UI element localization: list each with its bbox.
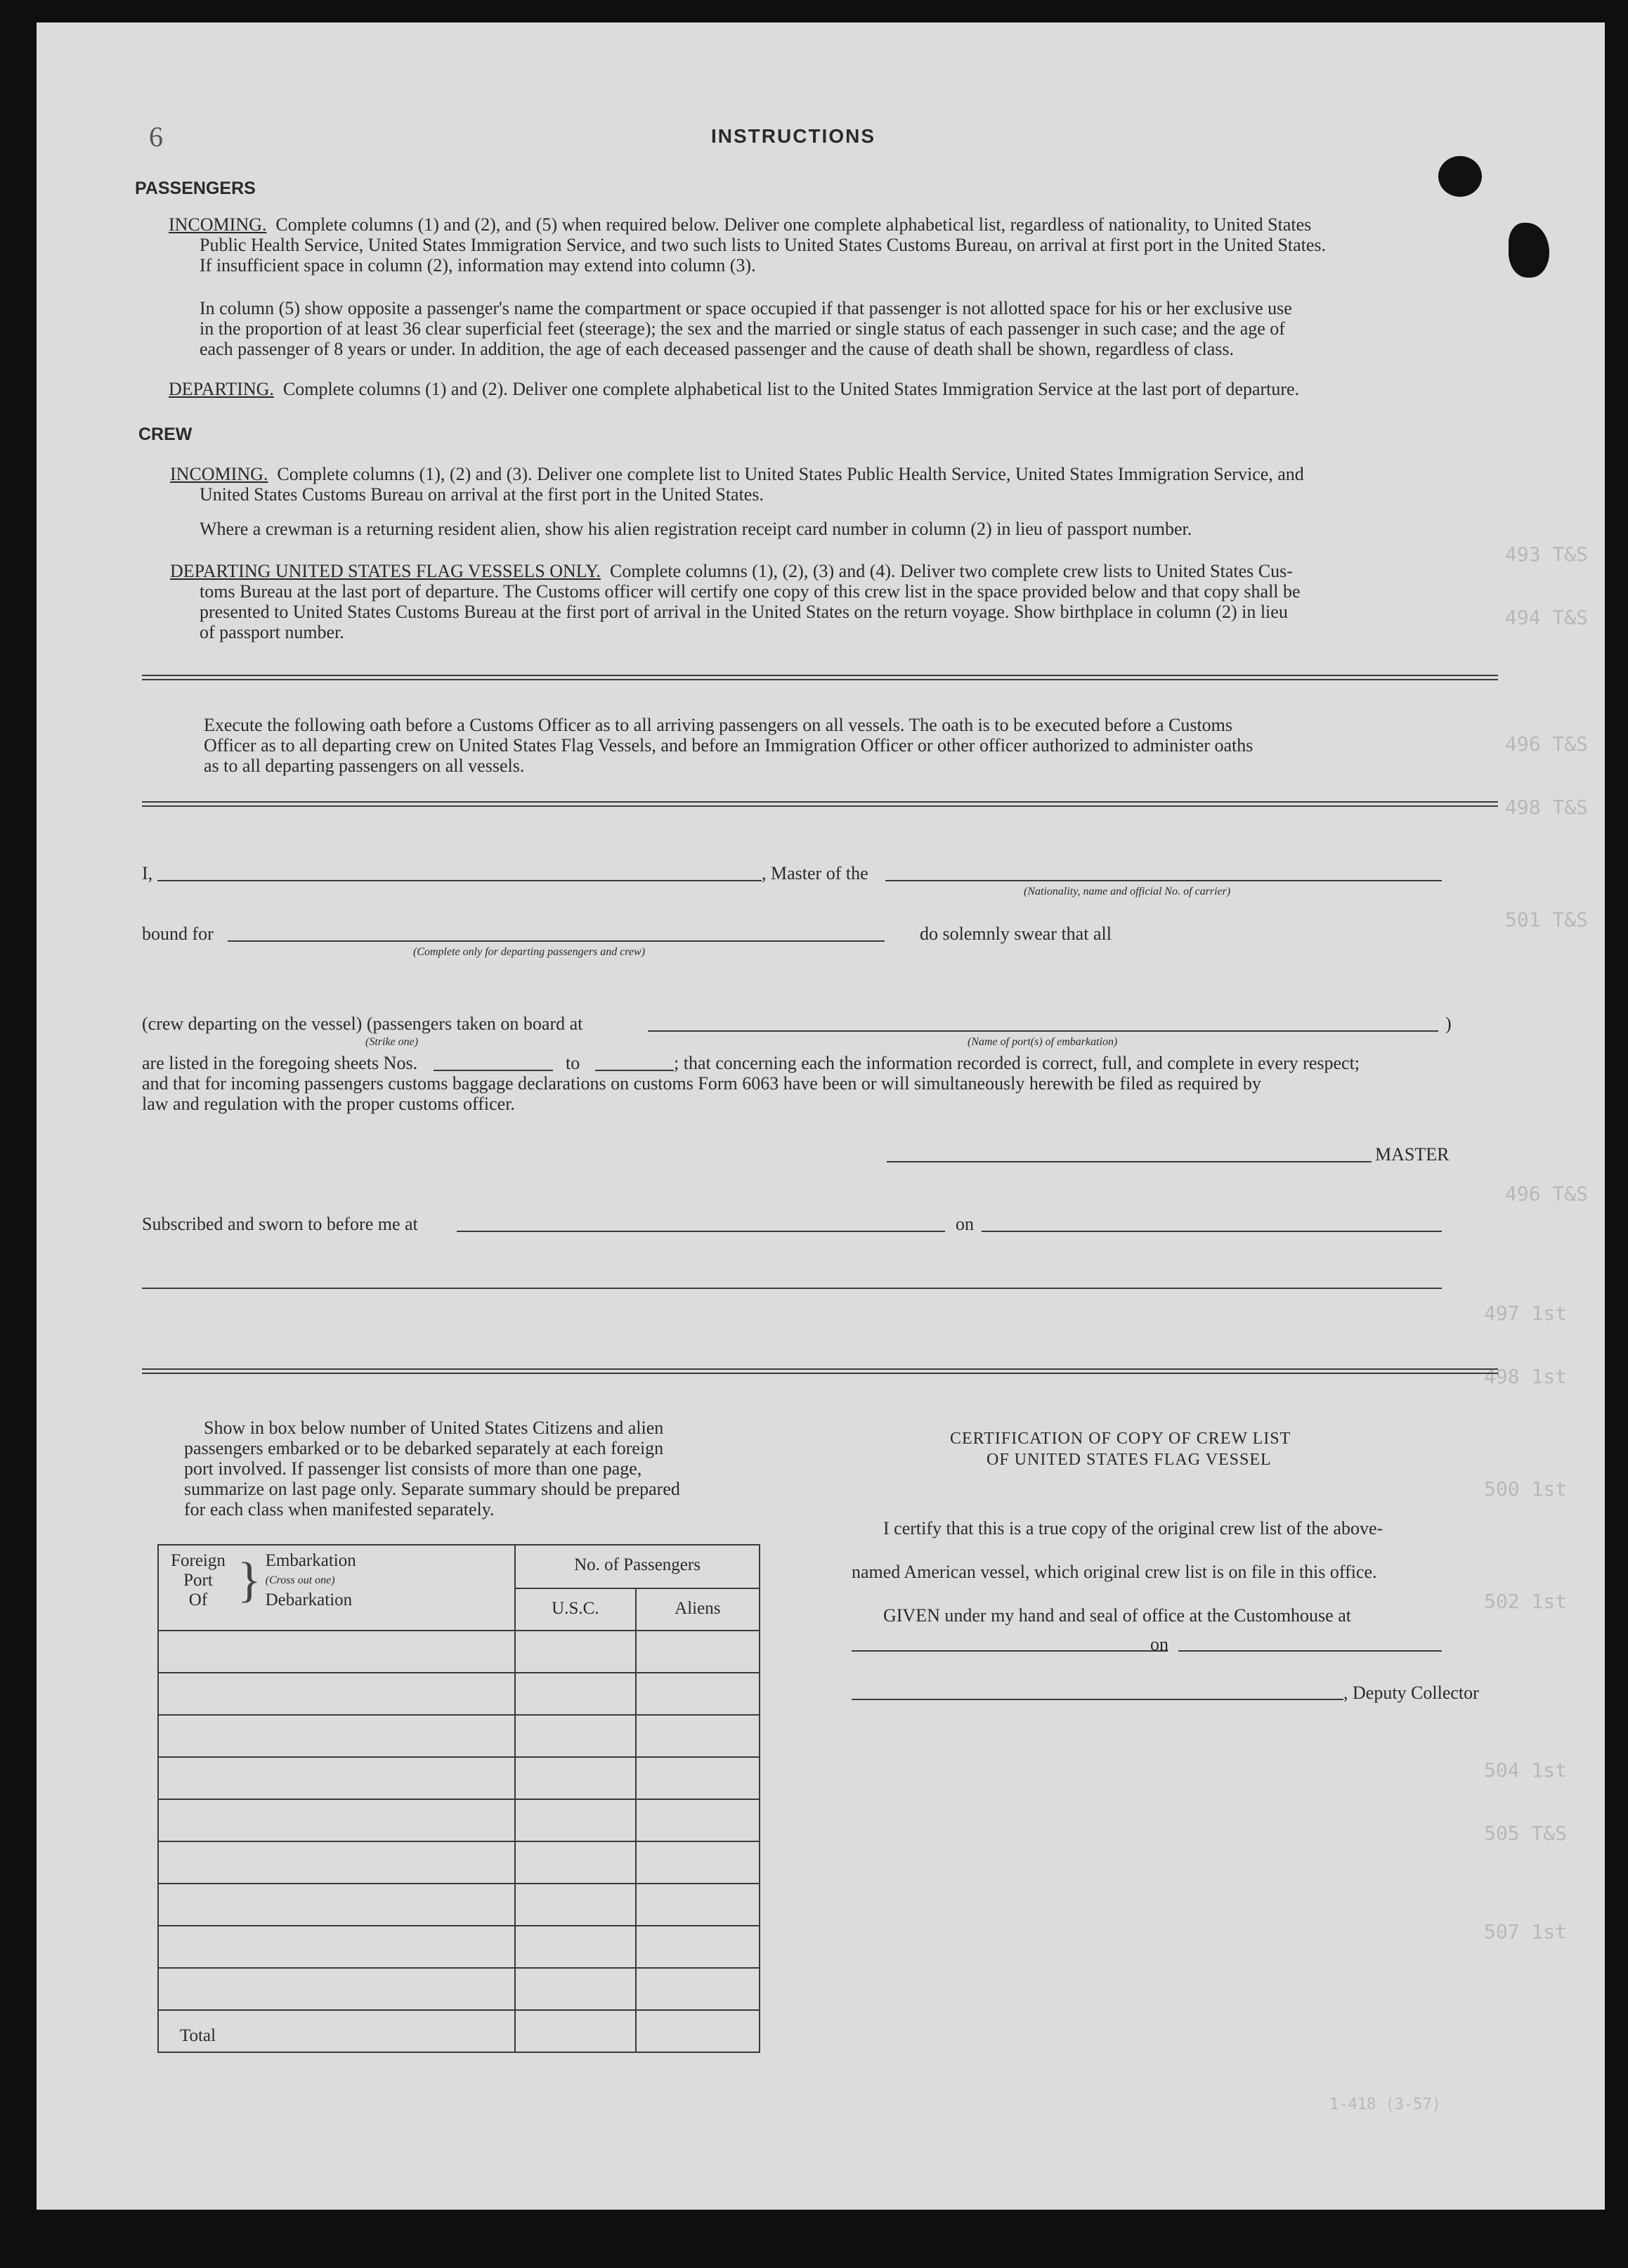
passengers-incoming-label: INCOMING. [169,214,267,235]
port-label: Port [183,1571,213,1590]
crew-departing-text: (crew departing on the vessel) (passengers taken on board at [142,1013,583,1034]
master-name-field[interactable] [157,880,762,881]
ports-note: (Name of port(s) of embarkation) [968,1036,1118,1048]
deputy-signature-field[interactable] [852,1699,1343,1700]
passengers-incoming-line: If insufficient space in column (2), information may extend into column (3). [200,255,756,276]
subscribed-on-label: on [956,1214,974,1234]
listed-text: are listed in the foregoing sheets Nos. [142,1053,418,1073]
summary-usc-cell[interactable] [515,1926,636,1968]
sheet-from-field[interactable] [434,1070,553,1071]
bound-for-note: (Complete only for departing passengers and crew) [413,946,646,958]
column5-line: In column (5) show opposite a passenger's name the compartment or space occupied if that passenger is not allotted space for his or her exclusive use [200,298,1292,318]
baggage-line: and that for incoming passengers customs baggage declarations on customs Form 6063 have been or will simultaneously herewith be filed as required by [142,1073,1261,1094]
summary-usc-cell[interactable] [515,1968,636,2010]
aliens-header: Aliens [636,1588,760,1631]
summary-usc-cell[interactable] [515,1631,636,1673]
summary-usc-cell[interactable] [515,1757,636,1799]
total-aliens-cell[interactable] [636,2010,760,2052]
passengers-departing-label: DEPARTING. [169,379,274,399]
summary-usc-cell[interactable] [515,1884,636,1926]
oath-intro-line: Officer as to all departing crew on United States Flag Vessels, and before an Immigration Officer or other officer authorized to administer oaths [204,735,1253,756]
master-label: MASTER [1375,1144,1450,1165]
divider [142,1368,1498,1374]
master-of-label: , Master of the [762,863,868,883]
crew-flag-row [170,561,1293,582]
cross-out-note: (Cross out one) [265,1574,335,1586]
customhouse-field[interactable] [852,1650,1168,1652]
passengers-departing-text: Complete columns (1) and (2). Deliver one complete alphabetical list to the United States Immigration Service at the last port of departure. [282,379,1300,399]
summary-aliens-cell[interactable] [636,1799,760,1841]
certification-line: I certify that this is a true copy of the original crew list of the above- [883,1518,1383,1538]
total-usc-cell[interactable] [515,2010,636,2052]
passengers-heading: PASSENGERS [135,179,256,198]
summary-aliens-cell[interactable] [636,1841,760,1884]
summary-port-cell[interactable] [158,1968,515,2010]
crew-incoming-row [170,464,1304,485]
summary-aliens-cell[interactable] [636,1884,760,1926]
crew-resident-text: Where a crewman is a returning resident alien, show his alien registration receipt card number in column (2) in lieu of passport number. [200,519,1192,539]
debarkation-label: Debarkation [265,1590,353,1609]
oath-intro-line: as to all departing passengers on all vessels. [204,756,525,776]
crew-incoming-text: Complete columns (1), (2) and (3). Deliver one complete list to United States Public Health Service, United States Immigration Service, and [277,464,1304,484]
strike-note: (Strike one) [365,1036,419,1048]
document-page: 493 T&S 494 T&S 496 T&S 498 T&S 501 T&S 496 T&S 497 1st 498 1st 500 1st 502 1st 504 1st 505 T&S 507 1st 1-418 (3-57) 6 INSTRUCTIONS PASSENGERS INCOMING. Complete columns (1) and (2), and (5) when required below. Deliver one complete alphabetical list, regardless of nationality, to United States Public Health Service, United States Immigration Service, and two such lists to United States Customs Bureau, on arrival at first port in the United States. If insufficient space in column (2), information may extend into column (3). In column (5) show opposite a passenger's name the compartment or space occupied if that passenger is not allotted space for his or her exclusive use in the proportion of at least 36 clear superficial feet (steerage); the sex and the married or single status of each passenger in such case; and the age of each passenger of 8 years or under. In addition, the age of each deceased passenger and the cause of death shall be shown, regardless of class. DEPARTING. Complete columns (1) and (2). Deliver one complete alphabetical list to the United States Immigration Service at the last port of departure. CREW INCOMING. Complete columns (1), (2) and (3). Deliver one complete list to United States Public Health Service, United States Immigration Service, and United States Customs Bureau on arrival at the first port in the United States. Where a crewman is a returning resident alien, show his alien registration receipt card number in column (2) in lieu of passport number. DEPARTING UNITED STATES FLAG VESSELS ONLY. Complete columns (1), (2), (3) and (4). Deliver two complete crew lists to United States Cus- toms Bureau at the last port of departure. The Customs officer will certify one copy of this crew list in the space provided below and that copy shall be presented to United States Customs Bureau at the first port of arrival in the United States on the return voyage. Show birthplace in column (2) in lieu of passport number. Execute the following oath before a Customs Officer as to all arriving passengers on all vessels. The oath is to be executed before a Customs Officer as to all departing crew on United States Flag Vessels, and before an Immigration Officer or other officer authorized to administer oaths as to all departing passengers on all vessels. I, , Master of the (Nationality, name and official No. of carrier) bound for (Complete only for departing passengers and crew) do solemnly swear that all (crew departing on the vessel) (passengers taken on board at (Strike one) (Name of port(s) of embarkation) ) are listed in the foregoing sheets Nos. to ; that concerning each the information recorded is correct, full, and complete in every respect; and that for incoming passengers customs baggage declarations on customs Form 6063 have been or will simultaneously herewith be filed as required by law and regulation with the proper customs officer. MASTER Subscribed and sworn to before me at on Show in box below number of United States Citizens and alien passengers embarked or to be debarked separately at each foreign port involved. If passenger list consists of more than one page, summarize on last page only. Separate summary should be prepared for each class when manifested separately. Foreign Port Of } Embarkation (Cross out one) Debarkation No. of Passengers U.S.C. Aliens Total CERTIFICATION OF COPY OF CREW LIST OF UNITED STATES FLAG VESSEL I certify that this is a true copy of the original crew list of the above- named American vessel, which original crew list is on file in this office. GIVEN under my hand and seal of office at the Customhouse at on , Deputy Collector [37,22,1605,2210]
summary-aliens-cell[interactable] [636,1968,760,2010]
subscribed-date-field[interactable] [982,1231,1442,1232]
certification-line: named American vessel, which original crew list is on file in this office. [852,1562,1377,1582]
summary-port-cell[interactable] [158,1926,515,1968]
sheet-to-field[interactable] [595,1070,674,1071]
summary-usc-cell[interactable] [515,1715,636,1757]
summary-usc-cell[interactable] [515,1673,636,1715]
summary-line: port involved. If passenger list consists of more than one page, [184,1458,642,1479]
crew-heading: CREW [138,425,193,444]
bound-for-label: bound for [142,924,214,944]
port-header-cell [158,1545,515,1631]
column5-line: each passenger of 8 years or under. In addition, the age of each deceased passenger and the cause of death shall be shown, regardless of class. [200,339,1235,359]
crew-flag-label: DEPARTING UNITED STATES FLAG VESSELS ONLY. [170,561,601,581]
summary-line: Show in box below number of United States Citizens and alien [204,1418,664,1438]
listed-to-label: to [566,1053,580,1073]
summary-port-cell[interactable] [158,1884,515,1926]
foreign-label: Foreign [171,1551,226,1570]
of-label: Of [188,1590,208,1609]
deputy-collector-label: , Deputy Collector [1343,1683,1479,1703]
crew-flag-line: presented to United States Customs Bureau at the first port of arrival in the United States on the return voyage. Show birthplace in column (2) in lieu [200,602,1288,622]
certification-title: CERTIFICATION OF COPY OF CREW LIST [950,1430,1291,1448]
no-passengers-header: No. of Passengers [515,1545,760,1588]
certification-line: GIVEN under my hand and seal of office at the Customhouse at [883,1605,1351,1626]
page-title: INSTRUCTIONS [711,125,875,147]
summary-usc-cell[interactable] [515,1841,636,1884]
passengers-incoming-row [169,214,1311,235]
oath-i-label: I, [142,863,153,883]
certification-subtitle: OF UNITED STATES FLAG VESSEL [986,1451,1272,1469]
law-line: law and regulation with the proper customs officer. [142,1094,515,1114]
ports-field[interactable] [648,1030,1438,1032]
certification-date-field[interactable] [1178,1650,1442,1652]
ink-blot [1509,223,1549,278]
summary-port-cell[interactable] [158,1757,515,1799]
page-mark: 6 [149,121,163,153]
summary-line: for each class when manifested separately. [184,1499,495,1519]
summary-aliens-cell[interactable] [636,1926,760,1968]
carrier-field[interactable] [885,880,1442,881]
crew-flag-line: toms Bureau at the last port of departure. The Customs officer will certify one copy of this crew list in the space provided below and that copy shall be [200,581,1301,602]
crew-flag-line: of passport number. [200,622,344,642]
summary-port-cell[interactable] [158,1715,515,1757]
divider [142,801,1498,807]
summary-line: summarize on last page only. Separate summary should be prepared [184,1479,680,1499]
summary-line: passengers embarked or to be debarked separately at each foreign [184,1438,664,1458]
embarkation-label: Embarkation [265,1551,356,1570]
summary-aliens-cell[interactable] [636,1757,760,1799]
subscribed-label: Subscribed and sworn to before me at [142,1214,418,1234]
bound-for-field[interactable] [228,940,885,942]
summary-usc-cell[interactable] [515,1799,636,1841]
officer-signature-field[interactable] [142,1288,1442,1289]
summary-port-cell[interactable] [158,1841,515,1884]
swear-text: do solemnly swear that all [920,924,1112,944]
column5-line: in the proportion of at least 36 clear superficial feet (steerage); the sex and the married or single status of each passenger in such case; and the age of [200,318,1285,339]
usc-header: U.S.C. [515,1588,636,1631]
summary-port-cell[interactable] [158,1673,515,1715]
crew-flag-text: Complete columns (1), (2), (3) and (4). Deliver two complete crew lists to United States Cus- [610,561,1293,581]
ink-blot [1438,156,1482,197]
master-signature-field[interactable] [887,1161,1372,1162]
oath-intro-line: Execute the following oath before a Customs Officer as to all arriving passengers on all vessels. The oath is to be executed before a Customs [204,715,1233,735]
crew-incoming-label: INCOMING. [170,464,268,484]
summary-aliens-cell[interactable] [636,1631,760,1673]
passengers-departing-row [169,379,1299,400]
summary-port-cell[interactable] [158,1799,515,1841]
divider [142,675,1498,680]
total-label: Total [158,2010,515,2052]
crew-incoming-line: United States Customs Bureau on arrival at the first port in the United States. [200,484,764,505]
passengers-incoming-text: Complete columns (1) and (2), and (5) when required below. Deliver one complete alphabetical list, regardless of nationality, to United States [275,214,1312,235]
carrier-note: (Nationality, name and official No. of carrier) [1024,886,1231,898]
summary-aliens-cell[interactable] [636,1673,760,1715]
summary-port-cell[interactable] [158,1631,515,1673]
certification-on-label: on [1150,1634,1168,1654]
listed-text-2: ; that concerning each the information recorded is correct, full, and complete in every respect; [674,1053,1360,1073]
close-paren: ) [1445,1013,1452,1034]
summary-aliens-cell[interactable] [636,1715,760,1757]
brace-icon: } [237,1553,261,1607]
passengers-incoming-line: Public Health Service, United States Immigration Service, and two such lists to United States Customs Bureau, on arrival at first port in the United States. [200,235,1327,255]
passenger-summary-table [157,1544,760,2053]
subscribed-place-field[interactable] [457,1231,945,1232]
